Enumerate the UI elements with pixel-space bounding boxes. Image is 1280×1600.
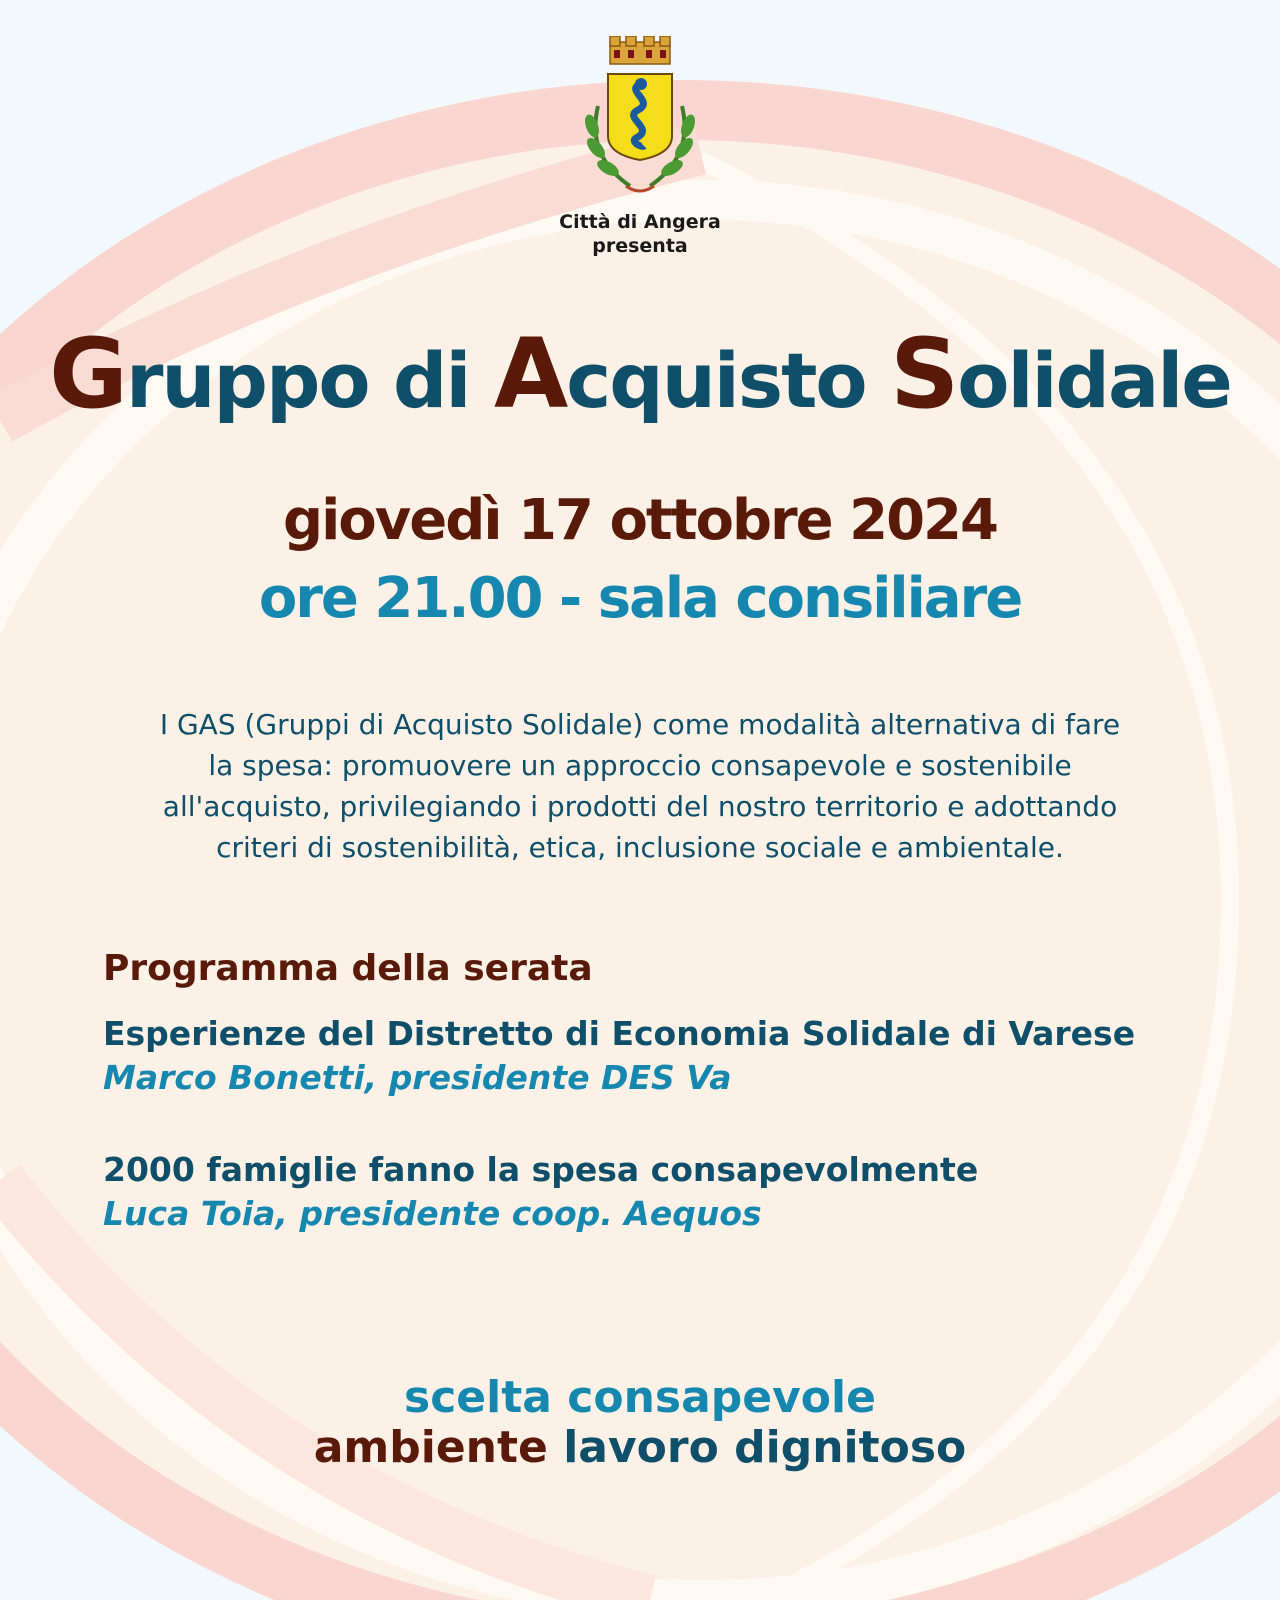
presents-label: presenta <box>592 235 688 257</box>
title-initial-g: G <box>49 318 126 430</box>
description-line: criteri di sostenibilità, etica, inclusione sociale e ambientale. <box>216 831 1064 864</box>
title-part-3: olidale <box>957 336 1231 425</box>
title-part-1: ruppo di <box>125 336 494 425</box>
program-item-title: Esperienze del Distretto di Economia Solidale di Varese <box>103 1014 1136 1053</box>
title-initial-a: A <box>493 318 567 430</box>
description-line: all'acquisto, privilegiando i prodotti del nostro territorio e adottando <box>162 790 1118 823</box>
event-title <box>0 318 1280 430</box>
organizer <box>0 210 1280 258</box>
title-initial-s: S <box>890 318 958 430</box>
program-item-speaker: Marco Bonetti, presidente DES Va <box>103 1058 732 1097</box>
slogan-word-ambiente: ambiente <box>313 1422 548 1473</box>
event-description <box>80 704 1200 868</box>
program-item-title: 2000 famiglie fanno la spesa consapevolmente <box>103 1150 979 1189</box>
program-heading: Programma della serata <box>103 948 593 989</box>
title-part-2: cquisto <box>566 336 891 425</box>
program-item-speaker: Luca Toia, presidente coop. Aequos <box>103 1194 762 1233</box>
slogan-rest: lavoro dignitoso <box>547 1422 967 1473</box>
description-line: la spesa: promuovere un approccio consapevole e sostenibile <box>208 749 1072 782</box>
description-line: I GAS (Gruppi di Acquisto Solidale) come modalità alternativa di fare <box>159 708 1121 741</box>
slogan-line-1: scelta consapevole <box>404 1372 876 1423</box>
event-date: giovedì 17 ottobre 2024 <box>283 488 997 553</box>
organizer-name: Città di Angera <box>559 211 721 233</box>
event-time-place: ore 21.00 - sala consiliare <box>258 566 1022 631</box>
coat-of-arms-icon <box>570 36 710 206</box>
slogan-line-2 <box>0 1422 1280 1473</box>
